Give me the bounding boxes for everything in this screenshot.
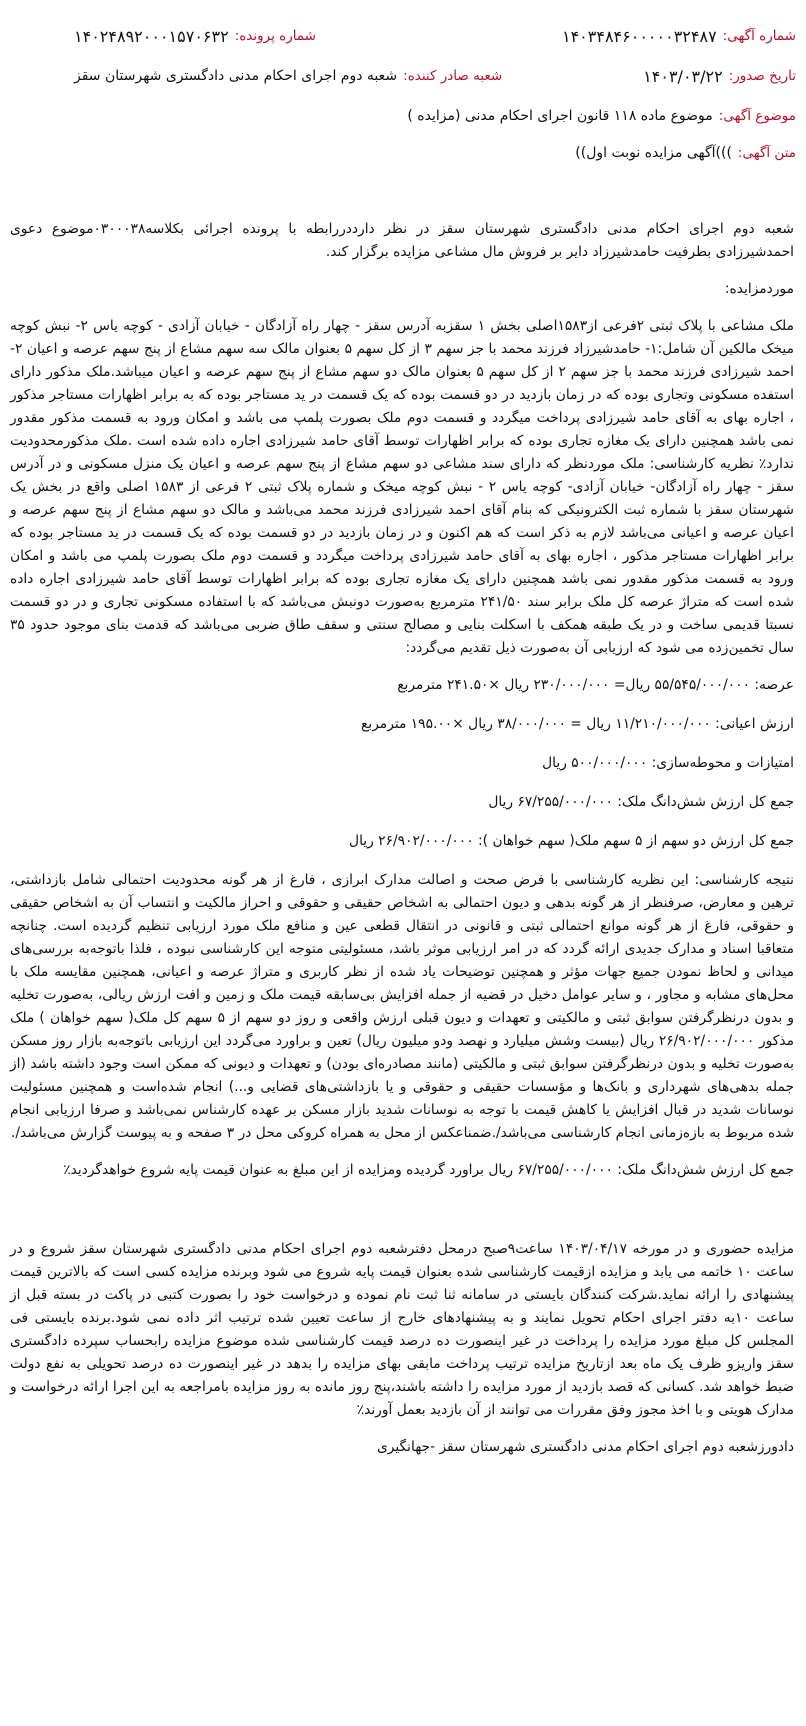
meta-row-issue: [0, 56, 806, 96]
case-number-label: شماره پرونده:: [234, 28, 316, 44]
text-title-value: )))آگهی مزایده نوبت اول)): [575, 145, 732, 161]
case-number-field: [74, 27, 316, 46]
issuer-value: شعبه دوم اجرای احکام مدنی دادگستری شهرستان سقز: [74, 68, 398, 84]
ad-number-label: شماره آگهی:: [722, 28, 796, 44]
text-label: متن آگهی:: [737, 145, 796, 161]
subject-value: موضوع ماده ۱۱۸ قانون اجرای احکام مدنی (مزایده ): [407, 108, 713, 124]
privileges-value-line: امتیازات و محوطه‌سازی: ۵۰۰/۰۰۰/۰۰۰ ریال: [542, 755, 794, 771]
ad-number-field: [562, 27, 796, 46]
subject-label: موضوع آگهی:: [718, 108, 796, 124]
issue-date-label: تاریخ صدور:: [728, 68, 796, 84]
case-number-value: ۱۴۰۲۴۸۹۲۰۰۰۱۵۷۰۶۳۲: [74, 26, 229, 46]
meta-row-numbers: [0, 16, 806, 56]
issuer-label: شعبه صادر کننده:: [403, 68, 503, 84]
share-value-line: جمع کل ارزش دو سهم از ۵ سهم ملک( سهم خواهان ): ۲۶/۹۰۲/۰۰۰/۰۰۰ ریال: [349, 833, 794, 849]
building-value-line: ارزش اعیانی: ۱۱/۲۱۰/۰۰۰/۰۰۰ ریال = ۳۸/۰۰۰/۰۰۰ ریال ×۱۹۵.۰۰ مترمربع: [361, 716, 794, 732]
auction-item-heading: موردمزایده:: [724, 281, 794, 297]
signature-line: دادورزشعبه دوم اجرای احکام مدنی دادگستری شهرستان سقز -جهانگیری: [376, 1439, 794, 1455]
base-price-paragraph: جمع کل ارزش شش‌دانگ ملک: ۶۷/۲۵۵/۰۰۰/۰۰۰ ریال براورد گردیده ومزایده از این مبلغ به عنوان قیمت پایه شروع خواهدگردید٪: [63, 1162, 794, 1178]
total-value-line: جمع کل ارزش شش‌دانگ ملک: ۶۷/۲۵۵/۰۰۰/۰۰۰ ریال: [488, 794, 794, 810]
text-title-field: [0, 136, 806, 170]
ad-number-value: ۱۴۰۳۴۸۴۶۰۰۰۰۰۳۲۴۸۷: [561, 26, 717, 46]
subject-field: [0, 96, 806, 136]
ad-body: [0, 218, 806, 1459]
land-value-line: عرصه: ۵۵/۵۴۵/۰۰۰/۰۰۰ ریال= ۲۳۰/۰۰۰/۰۰۰ ریال ×۲۴۱.۵۰ مترمربع: [397, 677, 794, 693]
expert-conclusion: نتیجه کارشناسی: این نظریه کارشناسی با فرض صحت و اصالت مدارک ابرازی ، فارغ از هر گونه محدودیت احتمالی شامل بازداشتی، ترهین و معارض، صرفنظر از هر گونه بدهی و دیون احتمالی به اشخاص حقیقی و حقوقی و احراز مالکیت و انتساب آن به اشخاص حقیقی و حقوقی، فارغ از هر گونه موانع احتمالی ثبتی و قانونی در انتقال قطعی عین و منافع ملک مورد ارزیابی تنظیم گردیده است. چنانچه متعاقبا اسناد و مدارک جدیدی ارائه گردد که در امر ارزیابی موثر باشد، مسئولیتی متوجه این کارشناسی نبوده ، فلذا باتوجه‌به بررسی‌های میدانی و لحاظ نمودن جمیع جهات مؤثر و همچنین توضیحات یاد شده از نظر کاربری و متراژ عرصه و اعیانی، همچنین مقایسه ملک با محل‌های مشابه و مجاور ، و سایر عوامل دخیل در قضیه از جمله افزایش بی‌سابقه قیمت ملک و زمین و افت ارزش ریالی، به‌صورت تخلیه و بدون درنظرگرفتن سوابق ثبتی و مالکیتی و تعهدات و دیون قبلی ارزش واقعی و روز دو سهم از ۵ سهم کل ملک( سهم خواهان ) ملک مذکور ۲۶/۹۰۲/۰۰۰/۰۰۰ ریال (بیست وشش میلیارد و نهصد ودو میلیون ریال) تعین و براورد می‌گردد این ارزیابی باتوجه‌به بازار روز مسکن به‌صورت تخلیه و بدون درنظرگرفتن سوابق ثبتی و مالکیتی (مانند مصادره‌ای بودن) و تعهدات و دیونی که ممکن است وجود داشته باشد (از جمله بدهی‌های شهرداری و بانک‌ها و مؤسسات حقیقی و حقوقی و یا بازداشتی‌های قضایی و...) انجام شده‌است و همچنین مسئولیت نوسانات شدید در قبال افزایش یا کاهش قیمت با توجه به نوسانات شدید بازار مسکن بر عهده کارشناس نمی‌باشد و صرفا ارزیابی انجام شده مربوط به بازه‌زمانی انجام کارشناسی می‌باشد/.ضمناعکس از محل به همراه کروکی محل در ۳ صفحه و به پیوست گزارش می‌باشد/.: [10, 872, 794, 1141]
auction-terms-paragraph: مزایده حضوری و در مورخه ۱۴۰۳/۰۴/۱۷ ساعت۹صبح درمحل دفترشعبه دوم اجرای احکام مدنی دادگستری شهرستان سقز شروع و در ساعت ۱۰ خاتمه می یابد و مزایده ازقیمت کارشناسی شده بعنوان قیمت پایه شروع می شود وبرنده مزایده کسی است که بالاترین قیمت پیشنهادی را ارائه نماید.شرکت کنندگان بایستی در سامانه ثنا ثبت نام نموده و درخواست خود را بصورت کتبی در پاکت در بسته قبل از ساعت ۱۰به دفتر اجرای احکام تحویل نمایند و به پیشنهادهای خارج از ساعت تعیین شده ترتیب اثر داده نمی شود.برنده بایستی فی المجلس کل مبلغ مورد مزایده را پرداخت در غیر اینصورت ده درصد قیمت کارشناسی شده موضوع مزایده رابحساب سپرده دادگستری سقز واریزو ظرف یک ماه بعد ازتاریخ مزایده ترتیب پرداخت مابقی بهای مزایده را بدهد در غیر اینصورت ده درصد تحویلی به نفع دولت ضبط خواهد شد. کسانی که قصد بازدید از مورد مزایده را داشته باشند،پنج روز مانده به روز مزایده بامراجعه به این اجرا ارائه درخواست و مدارک هویتی و با اخذ مجوز وفق مقررات می توانند از آن بازدید بعمل آورند٪: [10, 1241, 794, 1418]
issue-date-value: ۱۴۰۳/۰۳/۲۲: [643, 66, 723, 86]
intro-paragraph: شعبه دوم اجرای احکام مدنی دادگستری شهرستان سقز در نظر دارددررابطه با پرونده اجرائی بکلاسه۰۳۰۰۰۳۸موضوع دعوی احمدشیرزادی بطرفیت حامدشیرزاد دایر بر فروش مال مشاعی مزایده برگزار کند.: [10, 221, 794, 260]
property-description: ملک مشاعی با پلاک ثبتی ۲فرعی از۱۵۸۳اصلی بخش ۱ سقزبه آدرس سقز - چهار راه آزادگان - خیابان آزادی - کوچه یاس ۲- نبش کوچه میخک مالکین آن شامل:۱- حامدشیرزاد فرزند محمد با جز سهم ۳ از کل سهم ۵ بعنوان مالک سه سهم مشاع از پنج سهم عرصه و اعیان ۲- احمد شیرزادی فرزند محمد با جز سهم ۲ از کل سهم ۵ بعنوان مالک دو سهم مشاع از پنج سهم عرصه و اعیان میباشد.ملک مذکور دارای استفده مسکونی وتجاری بوده که در زمان بازدید در دو قسمت بوده که یک قسمت در ید مستاجر بوده که به برابر اظهارات مستاجر مذکور ، اجاره بهای به آقای حامد شیرزادی پرداخت میگردد و قسمت دوم ملک بصورت پلمپ می باشد و امکان ورود به قسمت مذکور مقدور نمی باشد همچنین دارای یک مغازه تجاری بوده که برابر اظهارات توسط آقای حامد شیرزادی اجاره داده شده است .ملک مذکورمحدودیت ندارد٪ نظریه کارشناسی: ملک موردنظر که دارای سند مشاعی دو سهم مشاع از پنج سهم عرصه و اعیان یک منزل مسکونی و در آدرس سقز - چهار راه آزادگان- خیابان آزادی- کوچه یاس ۲ - نبش کوچه میخک و شماره پلاک ثبتی ۲ فرعی از ۱۵۸۳ اصلی واقع در بخش یک شهرستان سقز با شماره ثبت الکترونیکی که بنام آقای احمد شیرزادی فرزند محمد می‌باشد و مالک دو سهم مشاع از پنج سهم عرصه و اعیان عرصه و اعیانی می‌باشد لازم به ذکر است که هم اکنون و در زمان بازدید در دو قسمت بوده که یک قسمت در ید مستاجر بوده که برابر اظهارات مستاجر مذکور ، اجاره بهای به آقای حامد شیرزادی پرداخت میگردد و قسمت دوم ملک بصورت پلمپ می باشد و امکان ورود به قسمت مذکور مقدور نمی باشد همچنین دارای یک مغازه تجاری بوده که برابر اظهارات توسط آقای حامد شیرزادی اجاره داده شده است که متراژ عرصه کل ملک برابر سند ۲۴۱/۵۰ مترمربع به‌صورت دونبش می‌باشد که با استفاده مسکونی تجاری و در دو قسمت نسبتا قدیمی ساخت و در یک طبقه همکف با اسکلت بنایی و مصالح سنتی و سقف طاق ضربی می‌باشد که قدمت بنای موجود حدود ۳۵ سال تخمین‌زده می شود که ارزیابی آن به‌صورت ذیل تقدیم می‌گردد:: [10, 318, 795, 656]
issue-date-field: [643, 67, 796, 86]
issuer-field: [74, 68, 502, 84]
